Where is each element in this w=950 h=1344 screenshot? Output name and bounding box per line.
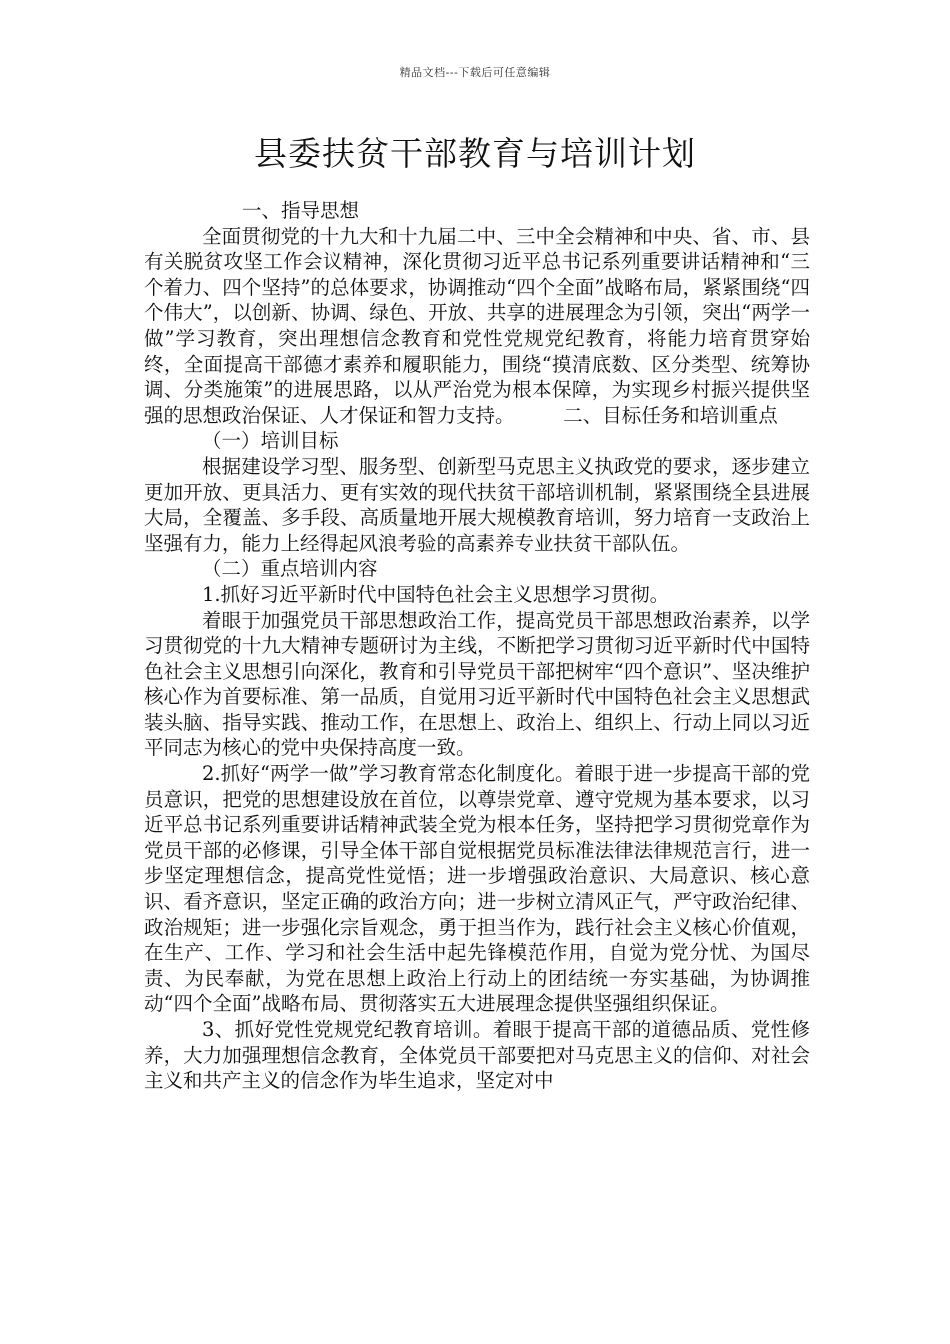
paragraph-item-3: 3、抓好党性党规党纪教育培训。着眼于提高干部的道德品质、党性修养，大力加强理想信念教育，全体党员干部要把对马克思主义的信仰、对社会主义和共产主义的信念作为毕生追求，坚定对中	[144, 1018, 810, 1093]
paragraph-training-goal: 根据建设学习型、服务型、创新型马克思主义执政党的要求，逐步建立更加开放、更具活力、更有实效的现代扶贫干部培训机制，紧紧围绕全县进展大局，全覆盖、多手段、高质量地开展大规模教育培训，努力培育一支政治上坚强有力，能力上经得起风浪考验的高素养专业扶贫干部队伍。	[144, 454, 810, 555]
section-heading-guiding-thought: 一、指导思想	[242, 199, 360, 222]
page-header-note: 精品文档---下载后可任意编辑	[399, 66, 551, 79]
item-1-title: 1.抓好习近平新时代中国特色社会主义思想学习贯彻。	[202, 582, 670, 606]
document-title: 县委扶贫干部教育与培训计划	[254, 134, 696, 173]
paragraph-guiding-thought: 全面贯彻党的十九大和十九届二中、三中全会精神和中央、省、市、县有关脱贫攻坚工作会议精神，深化贯彻习近平总书记系列重要讲话精神和“三个着力、四个坚持”的总体要求，协调推动“四个全面”战略布局，紧紧围绕“四个伟大”，以创新、协调、绿色、开放、共享的进展理念为引领，突出“两学一做”学习教育，突出理想信念教育和党性党规党纪教育，将能力培育贯穿始终，全面提高干部德才素养和履职能力，围绕“摸清底数、区分类型、统筹协调、分类施策”的进展思路，以从严治党为根本保障，为实现乡村振兴提供坚强的思想政治保证、人才保证和智力支持。 二、目标任务和培训重点	[144, 224, 810, 427]
subsection-heading-key-content: （二）重点培训内容	[202, 557, 378, 581]
paragraph-item-2: 2.抓好“两学一做”学习教育常态化制度化。着眼于进一步提高干部的党员意识，把党的思想建设放在首位，以尊崇党章、遵守党规为基本要求，以习近平总书记系列重要讲话精神武装全党为根本任务，坚持把学习贯彻党章作为党员干部的必修课，引导全体干部自觉根据党员标准法律法律规范言行，进一步坚定理想信念，提高党性觉悟；进一步增强政治意识、大局意识、核心意识、看齐意识，坚定正确的政治方向；进一步树立清风正气，严守政治纪律、政治规矩；进一步强化宗旨观念，勇于担当作为，践行社会主义核心价值观，在生产、工作、学习和社会生活中起先锋模范作用，自觉为党分忧、为国尽责、为民奉献，为党在思想上政治上行动上的团结统一夯实基础，为协调推动“四个全面”战略布局、贯彻落实五大进展理念提供坚强组织保证。	[144, 762, 810, 1016]
paragraph-item-1: 着眼于加强党员干部思想政治工作，提高党员干部思想政治素养，以学习贯彻党的十九大精神专题研讨为主线，不断把学习贯彻习近平新时代中国特色社会主义思想引向深化，教育和引导党员干部把树牢“四个意识”、坚决维护核心作为首要标准、第一品质，自觉用习近平新时代中国特色社会主义思想武装头脑、指导实践、推动工作，在思想上、政治上、组织上、行动上同以习近平同志为核心的党中央保持高度一致。	[144, 608, 810, 760]
document-body	[144, 198, 810, 1094]
subsection-heading-training-goal: （一）培训目标	[202, 429, 339, 453]
